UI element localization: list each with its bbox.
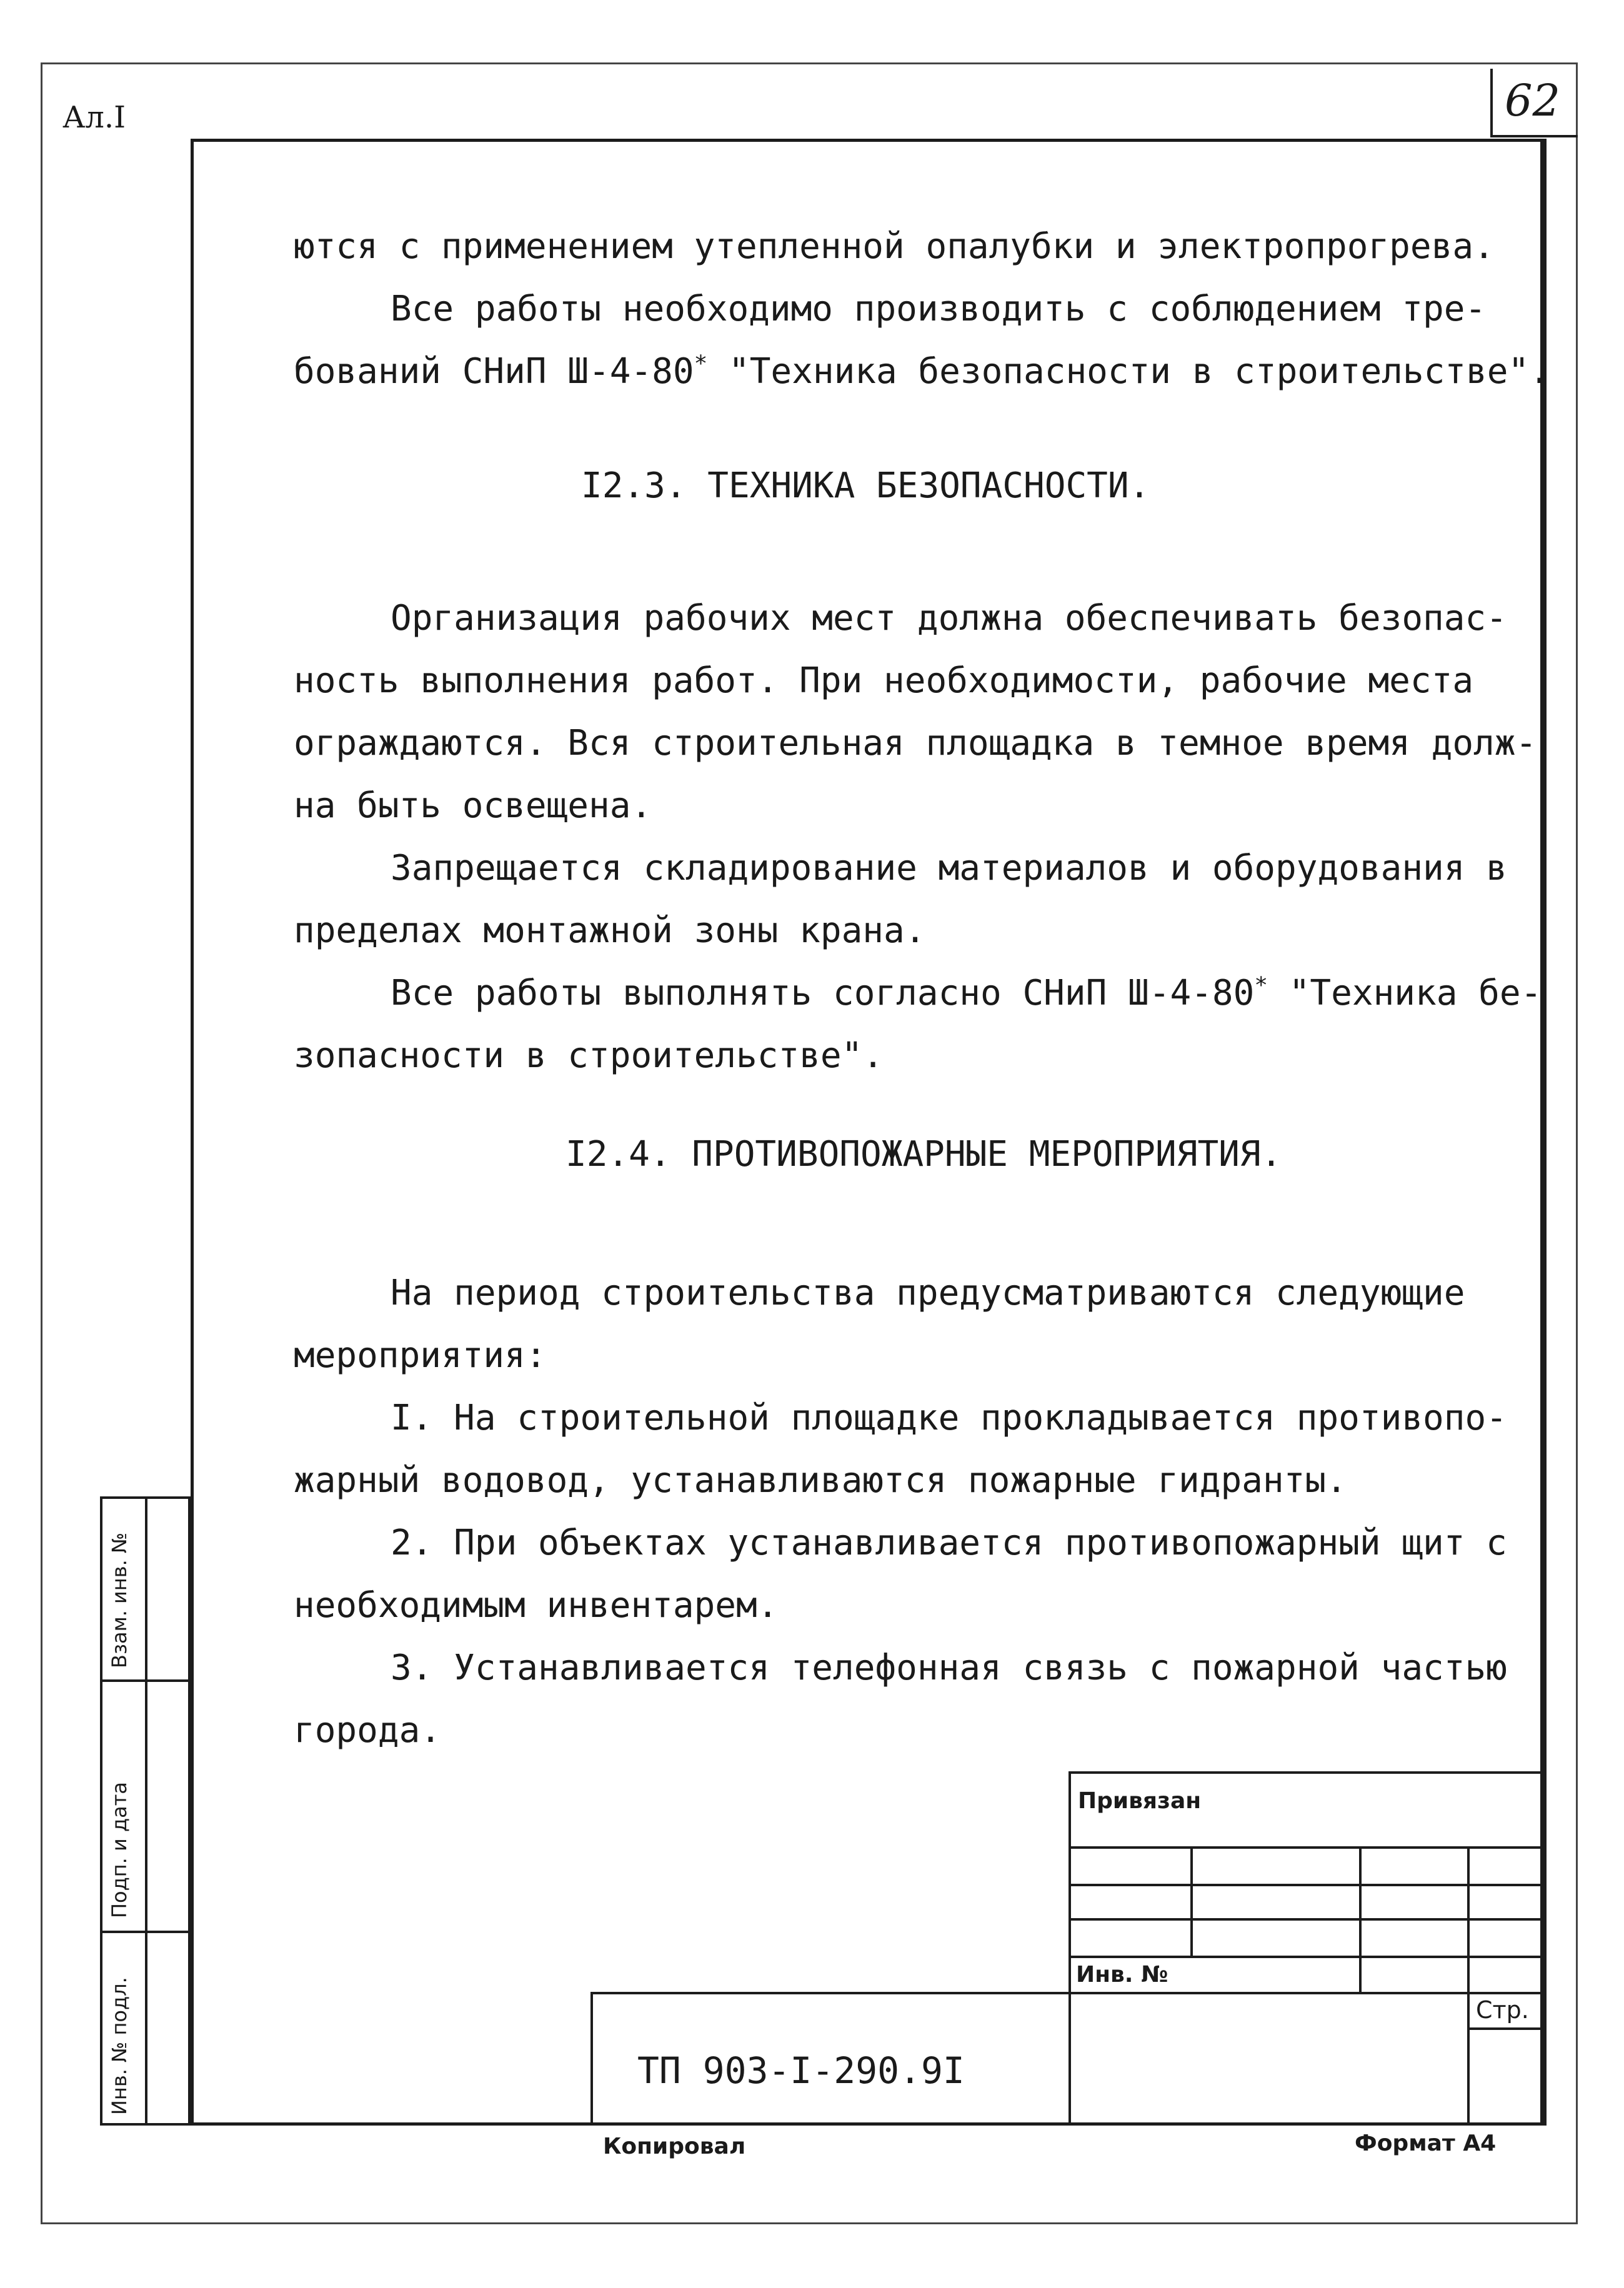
paragraph-line: ограждаются. Вся строительная площадка в темное время долж- (294, 723, 1537, 763)
str-label: Стр. (1476, 1996, 1529, 2024)
paragraph-line: 2. При объектах устанавливается противопожарный щит с (391, 1523, 1507, 1563)
snip-title: "Техника безопасности в строительстве". (729, 351, 1550, 392)
inv-podl-label: Инв. № подл. (107, 1977, 131, 2115)
snip-reference: Все работы выполнять согласно СНиП Ш-4-80 (391, 973, 1255, 1013)
paragraph-line: города. (294, 1710, 442, 1751)
snip-title: "Техника бе- (1288, 973, 1542, 1013)
format-label: Формат А4 (1355, 2131, 1497, 2156)
title-block-row (1069, 1918, 1543, 1921)
sheet-label: Ал.I (62, 100, 126, 135)
paragraph-line: На период строительства предусматриваются следующие (391, 1273, 1465, 1313)
snip-reference: бований СНиП Ш-4-80 (294, 351, 694, 392)
paragraph-line: необходимым инвентарем. (294, 1585, 779, 1626)
paragraph-line: жарный водовод, устанавливаются пожарные гидранты. (294, 1460, 1347, 1501)
paragraph-line: ность выполнения работ. При необходимости, рабочие места (294, 660, 1474, 701)
section-heading: I2.3. ТЕХНИКА БЕЗОПАСНОСТИ. (581, 465, 1150, 506)
title-block-col (1359, 1846, 1362, 1992)
paragraph-line: зопасности в строительстве". (294, 1035, 884, 1076)
paragraph-line: Все работы необходимо производить с соблюдением тре- (391, 289, 1487, 329)
section-heading: I2.4. ПРОТИВОПОЖАРНЫЕ МЕРОПРИЯТИЯ. (565, 1134, 1282, 1175)
paragraph-line: Запрещается складирование материалов и оборудования в (391, 848, 1507, 888)
vzam-inv-label: Взам. инв. № (107, 1532, 131, 1668)
asterisk: * (694, 351, 708, 377)
side-stamp-divider (145, 1496, 147, 2126)
paragraph-line: I. На строительной площадке прокладывается противопо- (391, 1398, 1507, 1438)
doc-code: ТП 903-I-290.9I (637, 2049, 965, 2092)
paragraph-line: мероприятия: (294, 1335, 547, 1376)
paragraph-line: пределах монтажной зоны крана. (294, 910, 926, 951)
title-block-row (1069, 1884, 1543, 1886)
kopiroval-label: Копировал (603, 2134, 746, 2159)
side-stamp-row (100, 1679, 191, 1682)
privyazan-label: Привязан (1078, 1788, 1202, 1814)
paragraph-line: ются с применением утепленной опалубки и электропрогрева. (294, 226, 1495, 267)
side-stamp-row (100, 1931, 191, 1933)
page-number: 62 (1505, 75, 1561, 126)
title-block-col (1190, 1846, 1193, 1956)
paragraph-line (294, 341, 1550, 403)
paragraph-line (391, 962, 1540, 1025)
str-row (1467, 2027, 1543, 2030)
inv-no-label: Инв. № (1076, 1962, 1168, 1987)
asterisk: * (1254, 972, 1268, 998)
paragraph-line: на быть освещена. (294, 785, 652, 826)
paragraph-line: 3. Устанавливается телефонная связь с пожарной частью (391, 1648, 1507, 1688)
podp-data-label: Подп. и дата (107, 1782, 131, 1918)
title-block-row (1069, 1846, 1543, 1849)
paragraph-line: Организация рабочих мест должна обеспечивать безопас- (391, 598, 1507, 639)
title-block-row (1069, 1956, 1543, 1958)
